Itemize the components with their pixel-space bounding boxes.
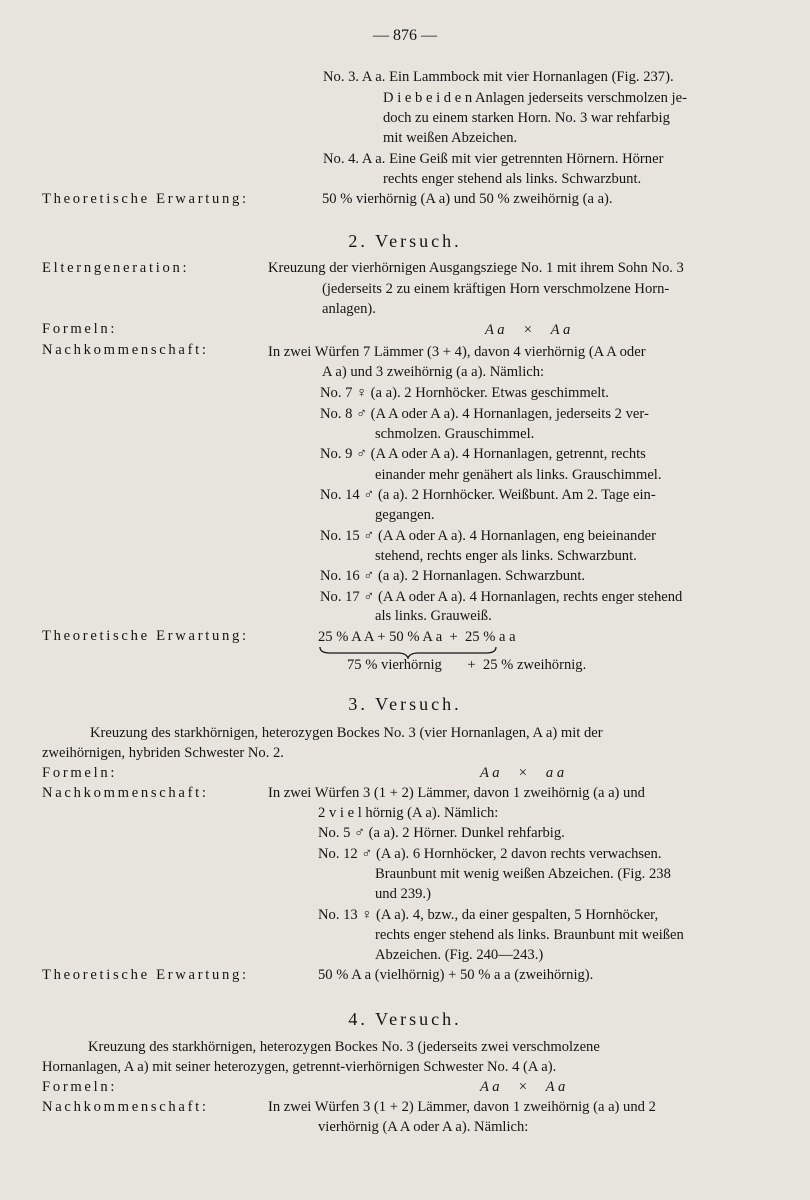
- offspring-entry-cont: stehend, rechts enger als links. Schwarzbunt.: [375, 548, 637, 564]
- offspring-entry: No. 9 ♂ (A A oder A a). 4 Hornanlagen, getrennt, rechts: [320, 446, 646, 462]
- nachkommenschaft-line2: vierhörnig (A A oder A a). Nämlich:: [318, 1119, 529, 1135]
- nachkommenschaft-label: Nachkommenschaft:: [42, 1099, 209, 1115]
- page-number: — 876 —: [373, 27, 437, 44]
- intro-line1: Kreuzung des starkhörnigen, heterozygen Bockes No. 3 (jederseits zwei verschmolzene: [88, 1039, 600, 1055]
- formeln-label: Formeln:: [42, 321, 118, 337]
- intro-line2: Hornanlagen, A a) mit seiner heterozygen, getrennt-vierhörnigen Schwester No. 4 (A a).: [42, 1059, 557, 1075]
- elterngeneration-line1: Kreuzung der vierhörnigen Ausgangsziege No. 1 mit ihrem Sohn No. 3: [268, 260, 684, 276]
- formeln-label: Formeln:: [42, 1079, 118, 1095]
- offspring-entry-cont: Braunbunt mit wenig weißen Abzeichen. (Fig. 238: [375, 866, 671, 882]
- entry-no3-line2: D i e b e i d e n Anlagen jederseits verschmolzen je-: [383, 90, 687, 106]
- formeln-label: Formeln:: [42, 765, 118, 781]
- offspring-entry: No. 5 ♂ (a a). 2 Hörner. Dunkel rehfarbig.: [318, 825, 565, 841]
- expectation-line1: 25 % A A + 50 % A a + 25 % a a: [318, 629, 516, 645]
- formula: A a × a a: [480, 765, 565, 781]
- section-heading: 3. Versuch.: [348, 694, 462, 714]
- offspring-entry-cont: und 239.): [375, 886, 431, 902]
- offspring-entry-cont: als links. Grauweiß.: [375, 608, 492, 624]
- offspring-entry-cont: rechts enger stehend als links. Braunbunt mit weißen: [375, 927, 684, 943]
- expectation-line2: 75 % vierhörnig + 25 % zweihörnig.: [347, 657, 587, 673]
- nachkommenschaft-line2: 2 v i e l hörnig (A a). Nämlich:: [318, 805, 499, 821]
- nachkommenschaft-line1: In zwei Würfen 7 Lämmer (3 + 4), davon 4 vierhörnig (A A oder: [268, 344, 646, 360]
- expectation-text: 50 % A a (vielhörnig) + 50 % a a (zweihörnig).: [318, 967, 594, 983]
- expectation-label: Theoretische Erwartung:: [42, 628, 249, 644]
- expectation-label: Theoretische Erwartung:: [42, 967, 249, 983]
- offspring-entry: No. 7 ♀ (a a). 2 Hornhöcker. Etwas geschimmelt.: [320, 385, 609, 401]
- nachkommenschaft-line1: In zwei Würfen 3 (1 + 2) Lämmer, davon 1 zweihörnig (a a) und 2: [268, 1099, 656, 1115]
- nachkommenschaft-label: Nachkommenschaft:: [42, 342, 209, 358]
- offspring-entry-cont: einander mehr genähert als links. Grauschimmel.: [375, 467, 662, 483]
- formula: A a × A a: [480, 1079, 566, 1095]
- nachkommenschaft-line1: In zwei Würfen 3 (1 + 2) Lämmer, davon 1 zweihörnig (a a) und: [268, 785, 645, 801]
- entry-no3-line1: No. 3. A a. Ein Lammbock mit vier Hornanlagen (Fig. 237).: [323, 69, 674, 85]
- offspring-entry: No. 16 ♂ (a a). 2 Hornanlagen. Schwarzbunt.: [320, 568, 586, 584]
- offspring-entry-cont: schmolzen. Grauschimmel.: [375, 426, 535, 442]
- section-heading: 2. Versuch.: [348, 231, 462, 251]
- section-heading: 4. Versuch.: [348, 1009, 462, 1029]
- elterngeneration-line2: (jederseits 2 zu einem kräftigen Horn verschmolzene Horn-: [322, 281, 670, 297]
- intro-line1: Kreuzung des starkhörnigen, heterozygen Bockes No. 3 (vier Hornanlagen, A a) mit der: [90, 725, 603, 741]
- elterngeneration-line3: anlagen).: [322, 301, 376, 317]
- expectation-label: Theoretische Erwartung:: [42, 191, 249, 207]
- offspring-entry: No. 8 ♂ (A A oder A a). 4 Hornanlagen, jederseits 2 ver-: [320, 406, 649, 422]
- entry-no3-line4: mit weißen Abzeichen.: [383, 130, 518, 146]
- offspring-entry-cont: gegangen.: [375, 507, 435, 523]
- offspring-entry: No. 17 ♂ (A A oder A a). 4 Hornanlagen, rechts enger stehend: [320, 589, 683, 605]
- nachkommenschaft-line2: A a) und 3 zweihörnig (a a). Nämlich:: [322, 364, 545, 380]
- nachkommenschaft-label: Nachkommenschaft:: [42, 785, 209, 801]
- elterngeneration-label: Elterngeneration:: [42, 260, 190, 276]
- offspring-entry: No. 13 ♀ (A a). 4, bzw., da einer gespalten, 5 Hornhöcker,: [318, 907, 659, 923]
- offspring-entry: No. 12 ♂ (A a). 6 Hornhöcker, 2 davon rechts verwachsen.: [318, 846, 662, 862]
- offspring-entry-cont: Abzeichen. (Fig. 240—243.): [375, 947, 544, 963]
- expectation-text: 50 % vierhörnig (A a) und 50 % zweihörnig (a a).: [322, 191, 613, 207]
- entry-no3-line3: doch zu einem starken Horn. No. 3 war rehfarbig: [383, 110, 670, 126]
- offspring-entry: No. 14 ♂ (a a). 2 Hornhöcker. Weißbunt. Am 2. Tage ein-: [320, 487, 656, 503]
- offspring-entry: No. 15 ♂ (A A oder A a). 4 Hornanlagen, eng beieinander: [320, 528, 656, 544]
- intro-line2: zweihörnigen, hybriden Schwester No. 2.: [42, 745, 284, 761]
- entry-no4-line2: rechts enger stehend als links. Schwarzbunt.: [383, 171, 642, 187]
- entry-no4-line1: No. 4. A a. Eine Geiß mit vier getrennten Hörnern. Hörner: [323, 151, 664, 167]
- formula: A a × A a: [485, 322, 571, 338]
